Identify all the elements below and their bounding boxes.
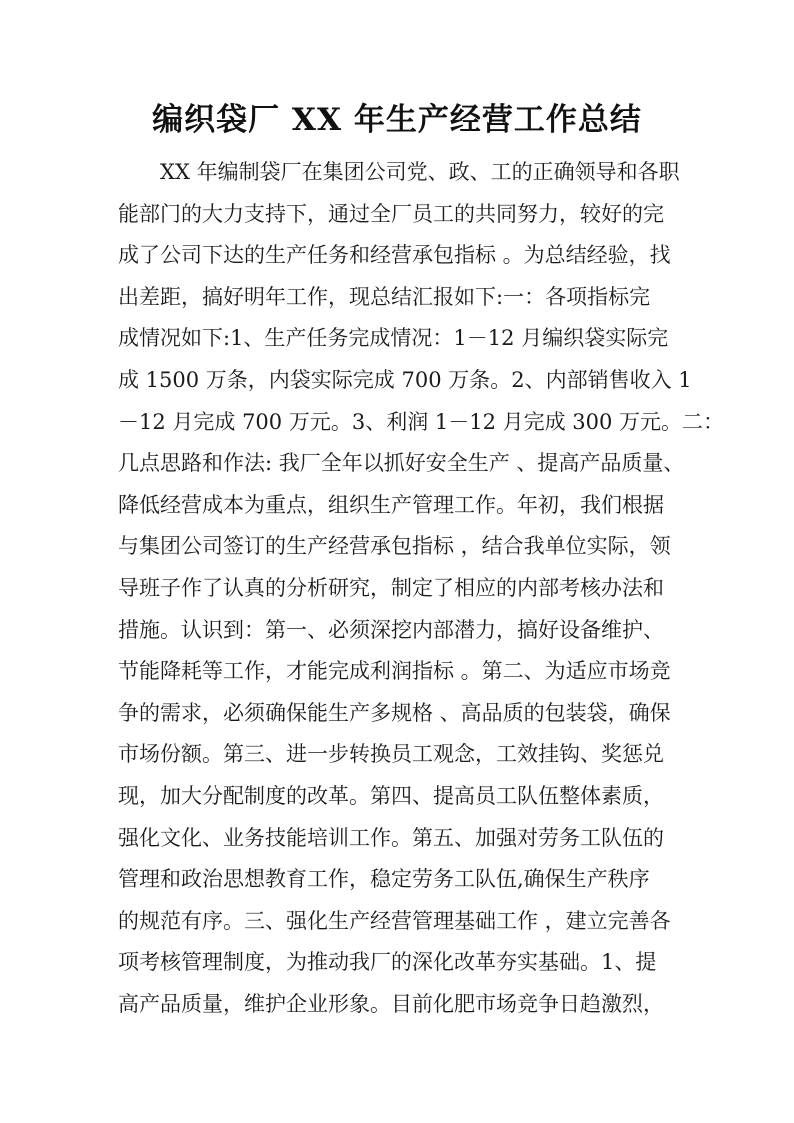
body-line-3: 成了公司下达的生产任务和经营承包指标 。为总结经验，找 — [118, 243, 671, 268]
body-line-1: XX 年编制袋厂在集团公司党、政、工的正确领导和各职 — [160, 160, 680, 184]
body-line-4: 出差距，搞好明年工作，现总结汇报如下:一：各项指标完 — [118, 284, 651, 309]
body-line-8: 几点思路和作法: 我厂全年以抓好安全生产 、提高产品质量、 — [118, 451, 685, 476]
body-line-6: 成 1500 万条，内袋实际完成 700 万条。2、内部销售收入 1 — [118, 367, 692, 392]
body-line-18: 管理和政治思想教育工作，稳定劳务工队伍,确保生产秩序 — [118, 867, 650, 892]
body-line-16: 现，加大分配制度的改革。第四、提高员工队伍整体素质， — [118, 783, 664, 808]
body-line-17: 强化文化、业务技能培训工作。第五、加强对劳务工队伍的 — [118, 825, 664, 850]
body-line-14: 争的需求，必须确保能生产多规格 、高品质的包装袋，确保 — [118, 700, 671, 725]
body-line-2: 能部门的大力支持下，通过全厂员工的共同努力，较好的完 — [118, 201, 664, 226]
body-line-11: 导班子作了认真的分析研究，制定了相应的内部考核办法和 — [118, 575, 664, 600]
body-line-5: 成情况如下:1、生产任务完成情况：1－12 月编织袋实际完 — [118, 326, 669, 351]
body-line-15: 市场份额。第三、进一步转换员工观念，工效挂钩、奖惩兑 — [118, 742, 664, 767]
body-line-19: 的规范有序。三、强化生产经营管理基础工作 ，建立完善各 — [118, 908, 671, 933]
body-line-9: 降低经营成本为重点，组织生产管理工作。年初，我们根据 — [118, 492, 664, 517]
document-title: 编织袋厂 XX 年生产经营工作总结 — [152, 102, 642, 138]
body-line-7: －12 月完成 700 万元。3、利润 1－12 月完成 300 万元。二： — [118, 409, 725, 434]
body-line-20: 项考核管理制度，为推动我厂的深化改革夯实基础。1、提 — [118, 950, 657, 975]
body-line-13: 节能降耗等工作，才能完成利润指标 。第二、为适应市场竞 — [118, 659, 671, 684]
document-body — [118, 152, 725, 1025]
body-line-12: 措施。认识到：第一、必须深挖内部潜力，搞好设备维护、 — [118, 617, 664, 642]
body-line-10: 与集团公司签订的生产经营承包指标 ，结合我单位实际，领 — [118, 534, 671, 559]
body-line-21: 高产品质量，维护企业形象。目前化肥市场竞争日趋激烈， — [118, 991, 664, 1016]
